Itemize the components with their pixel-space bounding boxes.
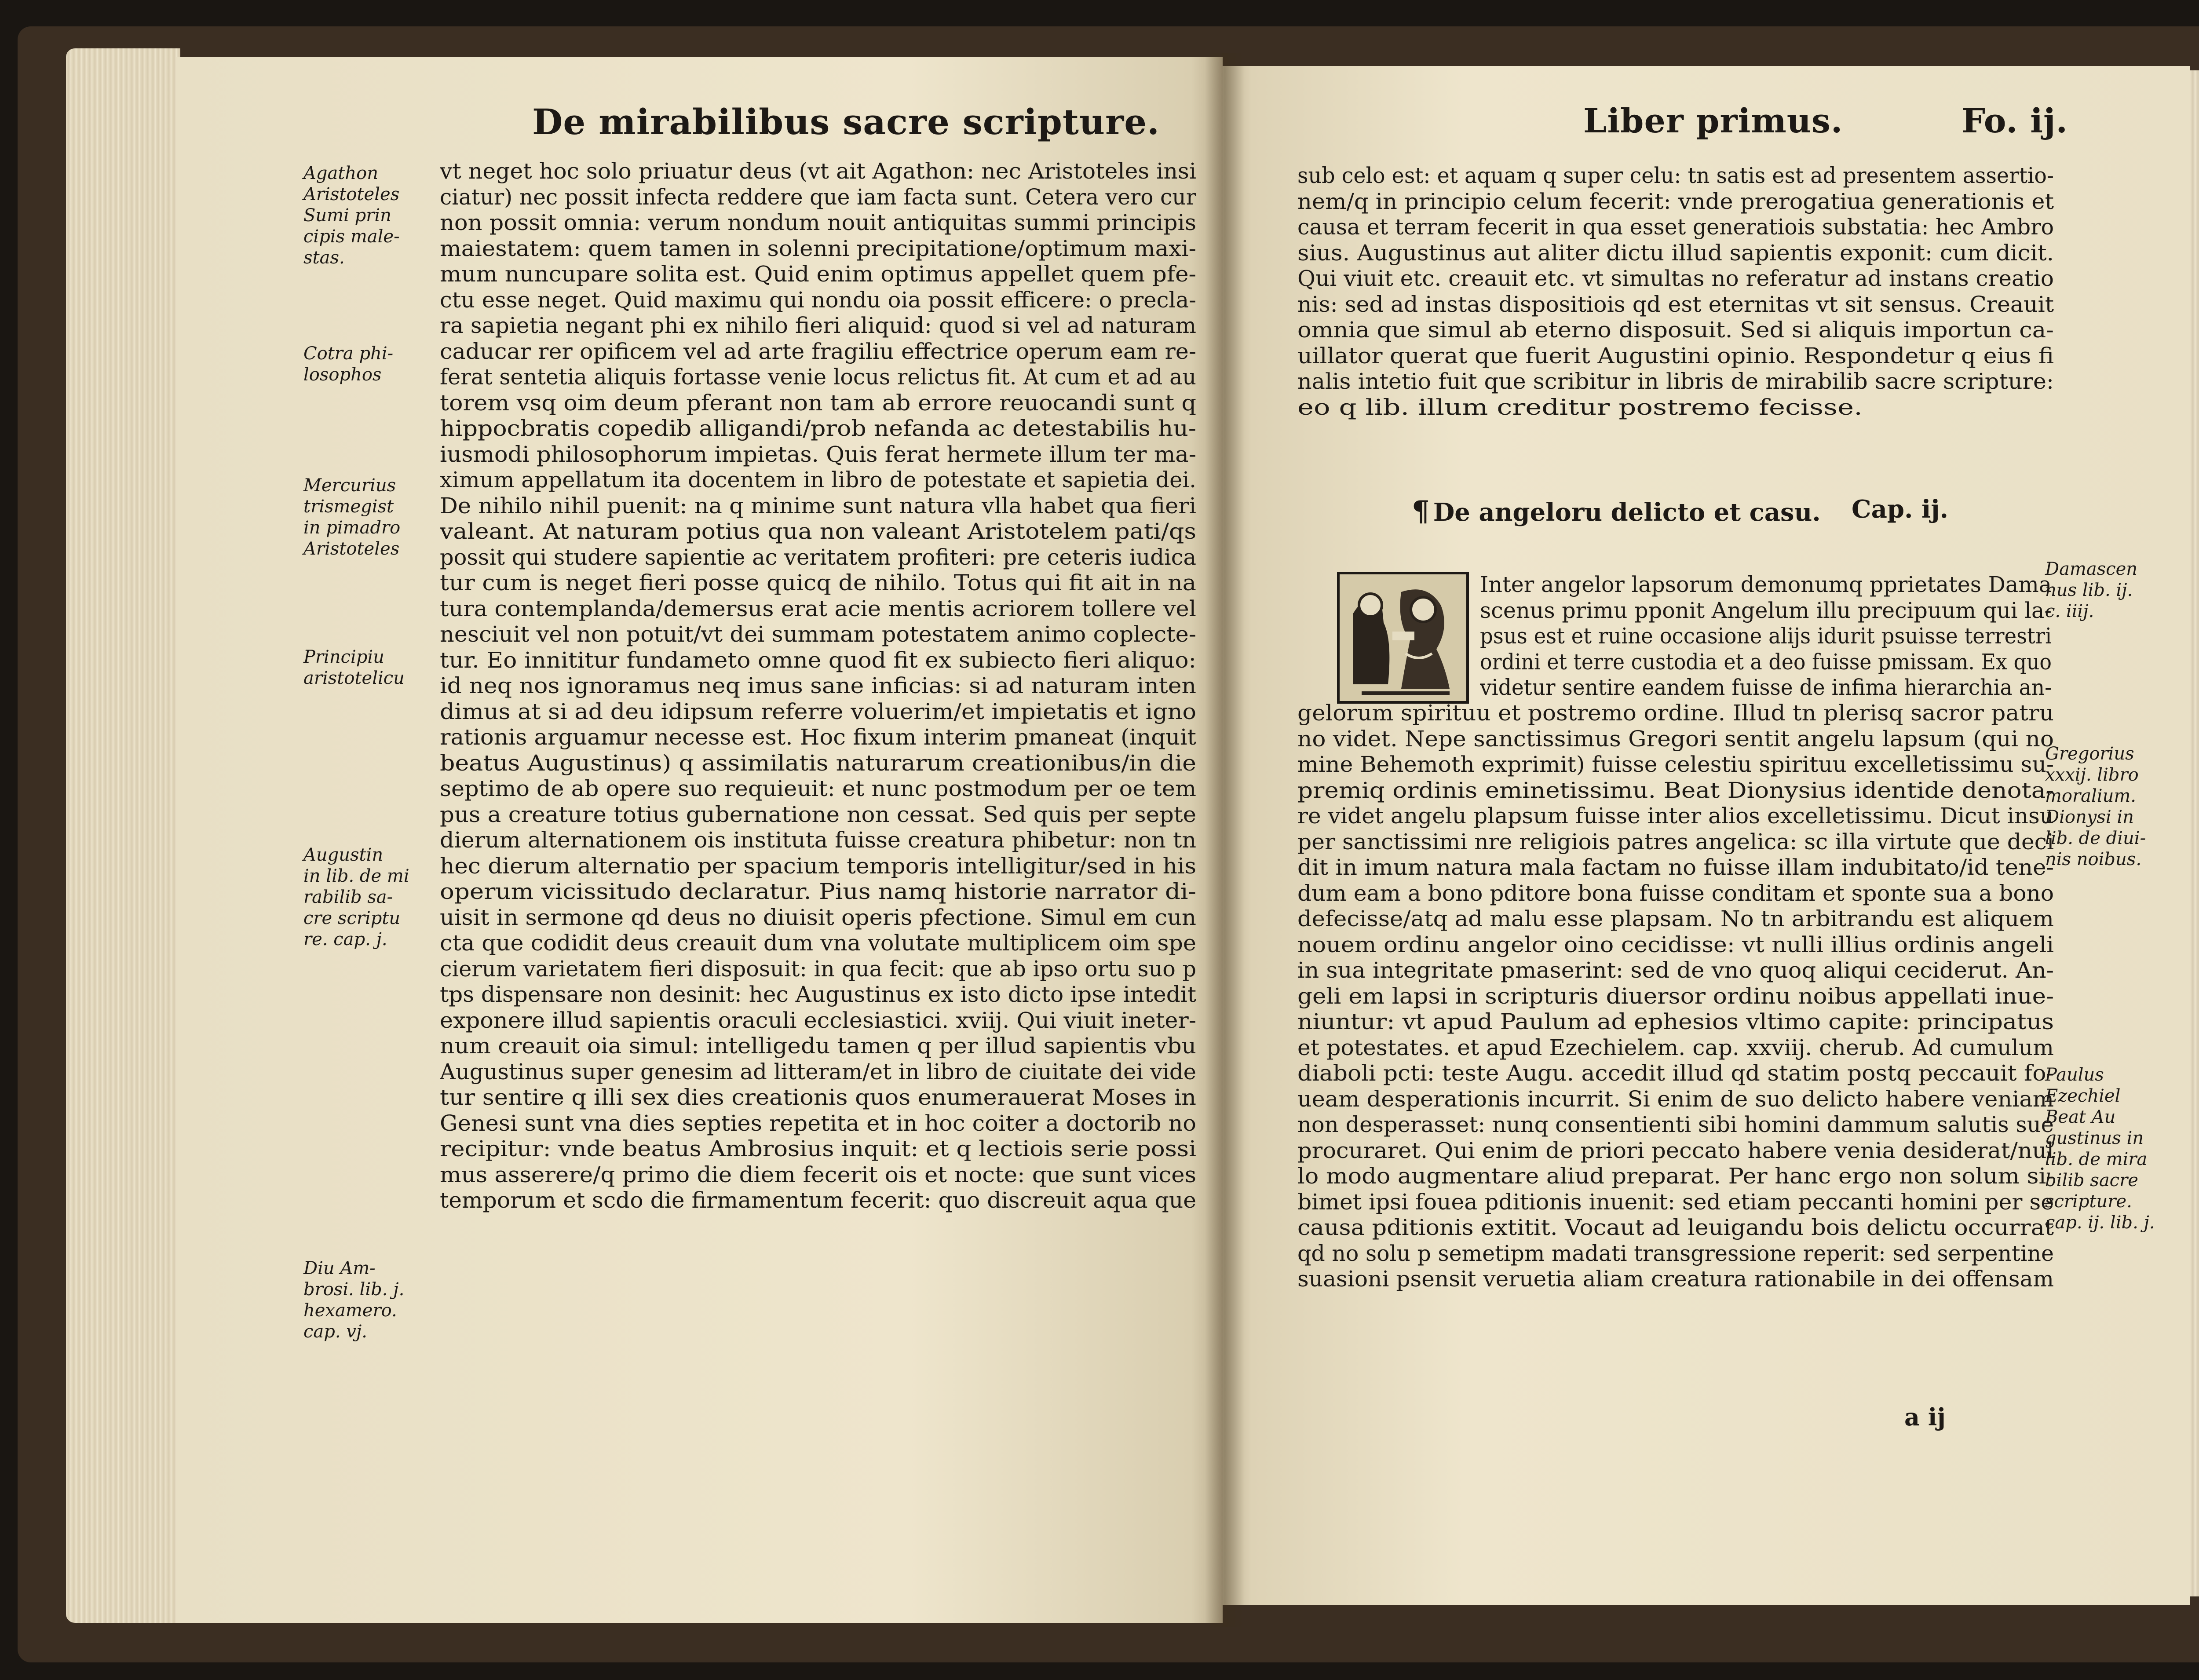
- text-line: operum vicissitudo declaratur. Pius namq historie narrator di-: [440, 879, 1196, 904]
- text-line: gelorum spirituu et postremo ordine. Illud tn plerisq sacror patru: [1297, 700, 2054, 726]
- right-page-edges: [2190, 70, 2199, 1596]
- left-running-head: De mirabilibus sacre scripture.: [532, 101, 1160, 142]
- right-margin-note: [2045, 743, 2146, 870]
- text-line: ciatur) nec possit infecta reddere que iam facta sunt. Cetera vero cur: [440, 184, 1196, 210]
- margin-note-line: hexamero.: [303, 1300, 397, 1321]
- text-line: premiq ordinis eminetissimu. Beat Dionysius identide denota-: [1297, 777, 2054, 803]
- text-line: videtur sentire eandem fuisse de infima hierarchia an-: [1480, 675, 2052, 700]
- text-line: niuntur: vt apud Paulum ad ephesios vltimo capite: principatus: [1297, 1009, 2054, 1034]
- text-line: hec dierum alternatio per spacium temporis intelligitur/sed in his: [440, 853, 1196, 879]
- text-line: mum nuncupare solita est. Quid enim optimus appellet quem pfe-: [440, 261, 1196, 287]
- margin-note-line: Ezechiel: [2045, 1086, 2121, 1106]
- text-line: rationis arguamur necesse est. Hoc fixum interim pmaneat (inquit: [440, 724, 1196, 750]
- margin-note-line: lib. de diui-: [2045, 828, 2146, 848]
- margin-note-line: Sumi prin: [303, 205, 391, 226]
- margin-note-line: cap. vj.: [303, 1322, 367, 1342]
- margin-note-line: Damascen: [2045, 559, 2138, 579]
- text-line: no videt. Nepe sanctissimus Gregori sentit angelu lapsum (qui no: [1297, 726, 2054, 752]
- margin-note-line: gustinus in: [2045, 1128, 2144, 1148]
- margin-note-line: cap. ij. lib. j.: [2045, 1213, 2155, 1233]
- woodcut-initial-icon: [1340, 574, 1466, 701]
- text-line: non desperasset: nunq consentienti sibi homini dammum salutis sue: [1297, 1112, 2054, 1137]
- left-margin-note: [303, 646, 405, 689]
- signature-mark: a ij: [1904, 1403, 1946, 1431]
- text-line: omnia que simul ab eterno disposuit. Sed si aliquis importun ca-: [1297, 317, 2054, 343]
- text-line: id neq nos ignoramus neq imus sane inficias: si ad naturam inten: [440, 673, 1196, 698]
- text-line: dimus at si ad deu idipsum referre voluerim/et impietatis et igno: [440, 698, 1196, 724]
- text-line: ximum appellatum ita docentem in libro de potestate et sapietia dei.: [440, 467, 1196, 493]
- margin-note-line: stas.: [303, 248, 345, 268]
- text-line: lo modo augmentare aliud preparat. Per hanc ergo non solum si-: [1297, 1163, 2054, 1189]
- chapter-title: De angeloru delicto et casu.: [1433, 498, 1821, 527]
- right-running-head: Liber primus.: [1583, 101, 1843, 140]
- text-line: Qui viuit etc. creauit etc. vt simultas no referatur ad instans creatio: [1297, 266, 2054, 291]
- text-line: tura contemplanda/demersus erat acie mentis acriorem tollere vel: [440, 595, 1196, 621]
- margin-note-line: rabilib sa-: [303, 887, 393, 907]
- text-line: ctu esse neget. Quid maximu qui nondu oia possit efficere: o precla-: [440, 287, 1196, 313]
- text-line: per sanctissimi nre religiois patres angelica: sc illa virtute que deci: [1297, 829, 2054, 855]
- right-top-text: [1297, 163, 2054, 420]
- text-line: scenus primu pponit Angelum illu precipuum qui la-: [1480, 597, 2052, 623]
- text-line: cta que codidit deus creauit dum vna volutate multiplicem oim spe: [440, 930, 1196, 956]
- left-margin-note: [303, 163, 400, 268]
- text-line: nis: sed ad instas dispositiois qd est eternitas vt sit sensus. Creauit: [1297, 291, 2054, 317]
- margin-note-line: Dionysi in: [2045, 807, 2134, 827]
- text-line: diaboli pcti: teste Augu. accedit illud qd statim postq peccauit fo-: [1297, 1060, 2054, 1086]
- margin-note-line: Mercurius: [303, 475, 396, 496]
- margin-note-line: Aristoteles: [303, 539, 400, 559]
- margin-note-line: Agathon: [303, 163, 379, 183]
- margin-note-line: nis noibus.: [2045, 849, 2142, 869]
- text-line: ra sapietia negant phi ex nihilo fieri aliquid: quod si vel ad naturam: [440, 313, 1196, 338]
- text-line: iusmodi philosophorum impietas. Quis ferat hermete illum ter ma-: [440, 441, 1196, 467]
- chapter-opening-text: [1480, 572, 2052, 701]
- text-line: cierum varietatem fieri disposuit: in qua fecit: que ab ipso ortu suo p: [440, 956, 1196, 982]
- margin-note-line: cipis male-: [303, 226, 400, 247]
- margin-note-line: losophos: [303, 365, 382, 385]
- text-line: Genesi sunt vna dies septies repetita et in hoc coiter a doctorib no: [440, 1110, 1196, 1136]
- margin-note-line: Gregorius: [2045, 744, 2134, 764]
- text-line: tur sentire q illi sex dies creationis quos enumerauerat Moses in: [440, 1085, 1196, 1110]
- text-line: torem vsq oim deum pferant non tam ab errore reuocandi sunt q: [440, 390, 1196, 416]
- left-page-edges: [66, 48, 180, 1623]
- text-line: causa et terram fecerit in qua esset generatiois substatia: hec Ambro: [1297, 214, 2054, 240]
- text-line: nouem ordinu angelor oino cecidisse: vt nulli illius ordinis angeli: [1297, 931, 2054, 957]
- left-margin-note: [303, 475, 400, 559]
- text-line: suasioni psensit veruetia aliam creatura rationabile in dei offensam: [1297, 1266, 2054, 1292]
- left-margin-note: [303, 343, 393, 385]
- text-line: non possit omnia: verum nondum nouit antiquitas summi principis: [440, 210, 1196, 235]
- text-line: mine Behemoth exprimit) fuisse celestiu spirituu excelletissimu su-: [1297, 752, 2054, 777]
- right-margin-note: [2045, 559, 2137, 622]
- text-line: exponere illud sapientis oraculi ecclesiastici. xviij. Qui viuit ineter-: [440, 1007, 1196, 1033]
- text-line: tur cum is neget fieri posse quicq de nihilo. Totus qui fit ait in na: [440, 570, 1196, 595]
- margin-note-line: in pimadro: [303, 518, 401, 538]
- chapter-number: Cap. ij.: [1852, 495, 1949, 524]
- margin-note-line: c. iiij.: [2045, 601, 2094, 621]
- text-line: maiestatem: quem tamen in solenni precipitatione/optimum maxi-: [440, 235, 1196, 261]
- margin-note-line: bilib sacre: [2045, 1170, 2138, 1191]
- text-line: vt neget hoc solo priuatur deus (vt ait Agathon: nec Aristoteles insi: [440, 158, 1196, 184]
- decorated-initial-image: [1337, 572, 1469, 704]
- right-main-text: [1297, 700, 2054, 1292]
- text-line: dit in imum natura mala factam no fuisse illam indubitato/id tene-: [1297, 855, 2054, 880]
- text-line: et potestates. et apud Ezechielem. cap. xxviij. cherub. Ad cumulum: [1297, 1034, 2054, 1060]
- text-line: caducar rer opificem vel ad arte fragiliu effectrice operum eam re-: [440, 338, 1196, 364]
- text-line: uillator querat que fuerit Augustini opinio. Respondetur q eius fi: [1297, 343, 2054, 369]
- text-line: Augustinus super genesim ad litteram/et in libro de ciuitate dei vide: [440, 1059, 1196, 1085]
- text-line: causa pditionis extitit. Vocaut ad leuigandu bois delictu occurrat: [1297, 1215, 2054, 1240]
- text-line: ordini et terre custodia et a deo fuisse pmissam. Ex quo: [1480, 649, 2052, 675]
- pilcrow-icon: ¶: [1412, 495, 1430, 528]
- text-line: dum eam a bono pditore bona fuisse conditam et sponte sua a bono: [1297, 880, 2054, 906]
- text-line: re videt angelu plapsum fuisse inter alios excelletissimu. Dicut insu: [1297, 803, 2054, 829]
- book-gutter: [1205, 53, 1245, 1627]
- text-line: ferat sentetia aliquis fortasse venie locus relictus fit. At cum et ad au: [440, 364, 1196, 390]
- margin-note-line: aristotelicu: [303, 668, 405, 688]
- folio-number: Fo. ij.: [1962, 101, 2068, 140]
- text-line: hippocbratis copedib alligandi/prob nefanda ac detestabilis hu-: [440, 416, 1196, 441]
- text-line: nalis intetio fuit que scribitur in libris de mirabilib sacre scripture:: [1297, 369, 2054, 394]
- text-line: geli em lapsi in scripturis diuersor ordinu noibus appellati inue-: [1297, 983, 2054, 1009]
- margin-note-line: lib. de mira: [2045, 1149, 2148, 1169]
- text-line: valeant. At naturam potius qua non valeant Aristotelem pati/qs: [440, 519, 1196, 544]
- margin-note-line: Beat Au: [2045, 1107, 2116, 1127]
- text-line: sub celo est: et aquam q super celu: tn satis est ad presentem assertio-: [1297, 163, 2054, 188]
- margin-note-line: in lib. de mi: [303, 866, 409, 886]
- text-line: eo q lib. illum creditur postremo fecisse.: [1297, 394, 1863, 420]
- left-margin-note: [303, 844, 409, 950]
- text-line: tur. Eo innititur fundameto omne quod fit ex subiecto fieri aliquo:: [440, 647, 1196, 673]
- left-main-text: [440, 158, 1196, 1213]
- margin-note-line: Aristoteles: [303, 184, 400, 205]
- margin-note-line: Augustin: [303, 845, 384, 865]
- text-line: nem/q in principio celum fecerit: vnde prerogatiua generationis et: [1297, 188, 2054, 214]
- text-line: pus a creature totius gubernatione non cessat. Sed quis per septe: [440, 801, 1196, 827]
- margin-note-line: Principiu: [303, 647, 384, 667]
- text-line: sius. Augustinus aut aliter dictu illud sapientis exponit: cum dicit.: [1297, 240, 2054, 266]
- text-line: psus est et ruine occasione alijs idurit psuisse terrestri: [1480, 623, 2052, 649]
- left-margin-note: [303, 1258, 404, 1342]
- margin-note-line: moralium.: [2045, 786, 2136, 806]
- text-line: De nihilo nihil puenit: na q minime sunt natura vlla habet qua fieri: [440, 493, 1196, 519]
- text-line: septimo de ab opere suo requieuit: et nunc postmodum per oe tem: [440, 776, 1196, 801]
- margin-note-line: xxxij. libro: [2045, 765, 2139, 785]
- text-line: possit qui studere sapientie ac veritatem profiteri: pre ceteris iudica: [440, 544, 1196, 570]
- text-line: bimet ipsi fouea pditionis inuenit: sed etiam peccanti homini per se: [1297, 1189, 2054, 1215]
- text-line: in sua integritate pmaserint: sed de vno quoq aliqui ceciderut. An-: [1297, 957, 2054, 983]
- text-line: Inter angelor lapsorum demonumq pprietates Dama: [1480, 572, 2052, 597]
- text-line: recipitur: vnde beatus Ambrosius inquit: et q lectiois serie possi: [440, 1136, 1196, 1161]
- text-line: dierum alternationem ois instituta fuisse creatura phibetur: non tn: [440, 827, 1196, 853]
- text-line: nesciuit vel non potuit/vt dei summam potestatem animo coplecte-: [440, 621, 1196, 647]
- margin-note-line: Paulus: [2045, 1065, 2104, 1085]
- chapter-heading: [1412, 495, 1821, 528]
- text-line: beatus Augustinus) q assimilatis naturarum creationibus/in die: [440, 750, 1196, 776]
- margin-note-line: trismegist: [303, 497, 394, 517]
- margin-note-line: scripture.: [2045, 1191, 2132, 1212]
- margin-note-line: nus lib. ij.: [2045, 580, 2133, 600]
- margin-note-line: brosi. lib. j.: [303, 1279, 405, 1300]
- text-line: tps dispensare non desinit: hec Augustinus ex isto dicto ipse intedit: [440, 982, 1196, 1007]
- text-line: mus asserere/q primo die diem fecerit ois et nocte: que sunt vices: [440, 1161, 1196, 1187]
- margin-note-line: re. cap. j.: [303, 929, 387, 950]
- margin-note-line: Diu Am-: [303, 1258, 376, 1278]
- text-line: num creauit oia simul: intelligedu tamen q per illud sapientis vbu: [440, 1033, 1196, 1059]
- margin-note-line: Cotra phi-: [303, 343, 394, 364]
- text-line: defecisse/atq ad malu esse plapsam. No tn arbitrandu est aliquem: [1297, 906, 2054, 931]
- text-line: procuraret. Qui enim de priori peccato habere venia desiderat/nul: [1297, 1137, 2054, 1163]
- margin-note-line: cre scriptu: [303, 908, 401, 928]
- text-line: qd no solu p semetipm madati transgressione reperit: sed serpentine: [1297, 1240, 2054, 1266]
- text-line: temporum et scdo die firmamentum fecerit: quo discreuit aqua que: [440, 1187, 1196, 1213]
- right-margin-note: [2045, 1064, 2155, 1233]
- text-line: uisit in sermone qd deus no diuisit operis pfectione. Simul em cun: [440, 904, 1196, 930]
- text-line: ueam desperationis incurrit. Si enim de suo delicto habere veniam: [1297, 1086, 2054, 1112]
